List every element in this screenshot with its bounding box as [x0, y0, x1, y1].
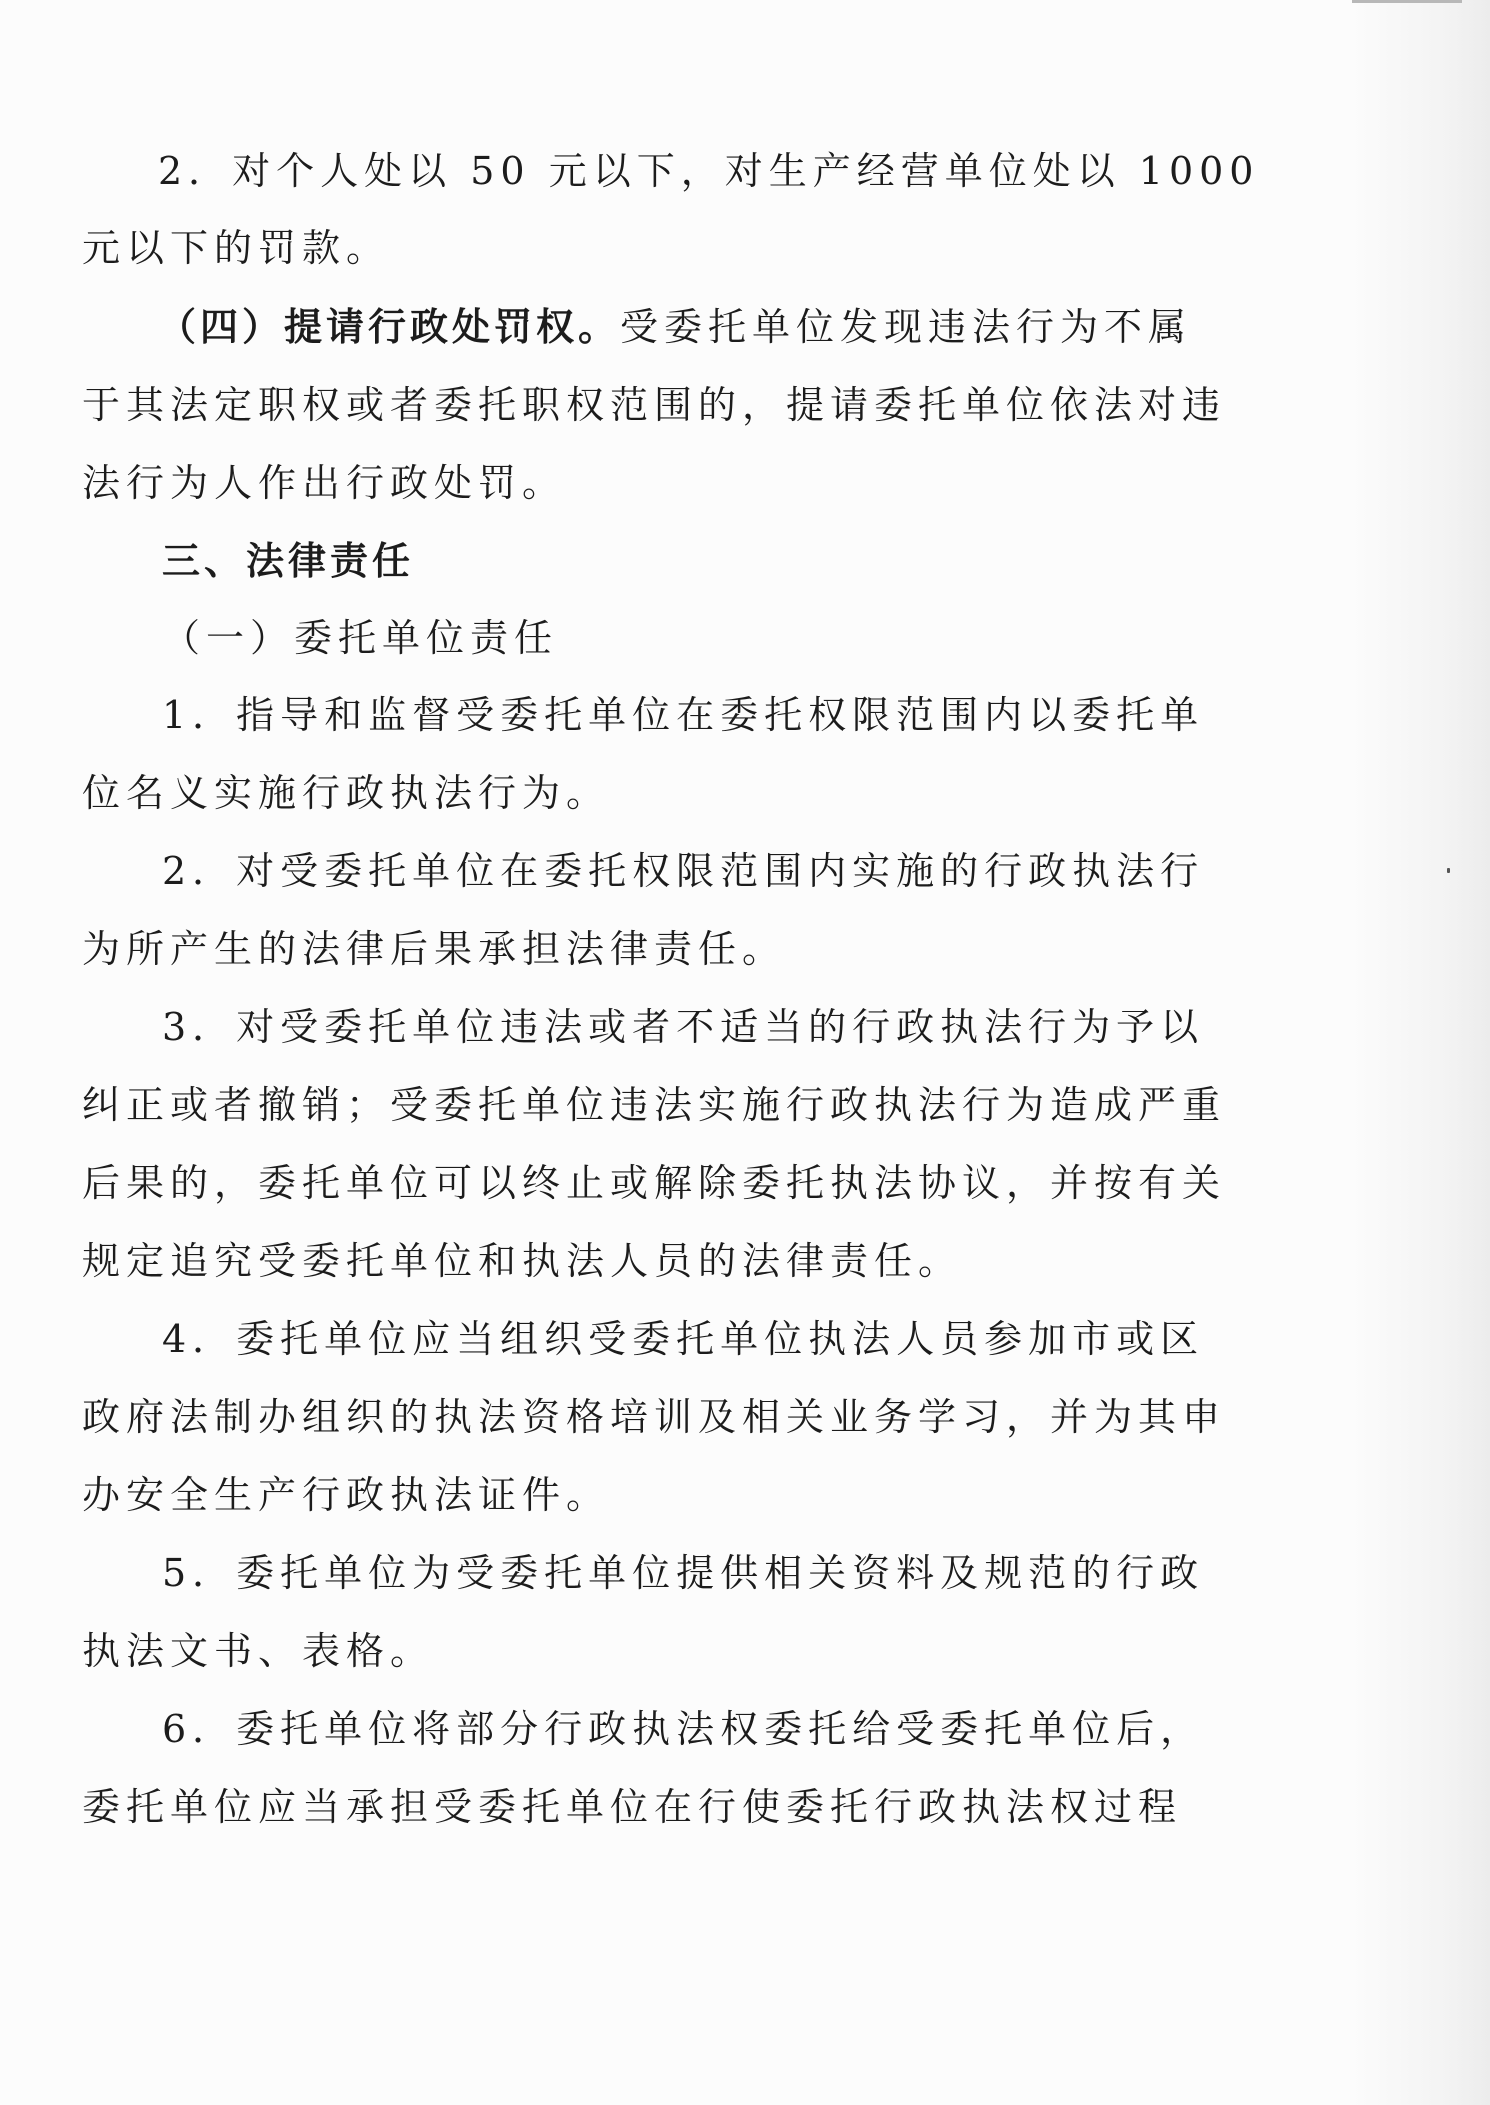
paragraph-line: 后果的，委托单位可以终止或解除委托执法协议，并按有关	[82, 1161, 1227, 1205]
section-heading-inline: （四）提请行政处罚权。	[158, 305, 621, 349]
scan-speck	[1447, 868, 1450, 873]
paragraph-line: 执法文书、表格。	[82, 1629, 435, 1673]
paragraph-line: 3．对受委托单位违法或者不适当的行政执法行为予以	[162, 1005, 1205, 1049]
paragraph-line: 2．对受委托单位在委托权限范围内实施的行政执法行	[162, 849, 1205, 893]
paragraph-line: 位名义实施行政执法行为。	[82, 771, 611, 815]
subsection-heading: （一）委托单位责任	[162, 616, 559, 660]
paragraph-line: 6．委托单位将部分行政执法权委托给受委托单位后，	[162, 1707, 1205, 1751]
paragraph-line: 办安全生产行政执法证件。	[82, 1473, 611, 1517]
section-heading: 三、法律责任	[162, 539, 415, 583]
paragraph-line: 5．委托单位为受委托单位提供相关资料及规范的行政	[162, 1551, 1205, 1595]
paragraph-line: 元以下的罚款。	[82, 226, 391, 270]
paragraph-line: 规定追究受委托单位和执法人员的法律责任。	[82, 1239, 963, 1283]
paragraph-line	[158, 296, 1192, 351]
scan-shadow-edge	[1350, 0, 1490, 2105]
paragraph-text: 受委托单位发现违法行为不属	[620, 305, 1193, 349]
paragraph-line: 法行为人作出行政处罚。	[82, 461, 567, 505]
paragraph-line: 纠正或者撤销；受委托单位违法实施行政执法行为造成严重	[82, 1083, 1227, 1127]
scan-corner-mark	[1352, 0, 1462, 3]
paragraph-line: 2．对个人处以 50 元以下，对生产经营单位处以 1000	[158, 149, 1260, 193]
paragraph-line: 于其法定职权或者委托职权范围的，提请委托单位依法对违	[82, 383, 1227, 427]
paragraph-line: 为所产生的法律后果承担法律责任。	[82, 927, 787, 971]
paragraph-line: 委托单位应当承担受委托单位在行使委托行政执法权过程	[82, 1785, 1183, 1829]
paragraph-line: 4．委托单位应当组织受委托单位执法人员参加市或区	[162, 1317, 1205, 1361]
paragraph-line: 政府法制办组织的执法资格培训及相关业务学习，并为其申	[82, 1395, 1227, 1439]
paragraph-line: 1．指导和监督受委托单位在委托权限范围内以委托单	[162, 693, 1205, 737]
